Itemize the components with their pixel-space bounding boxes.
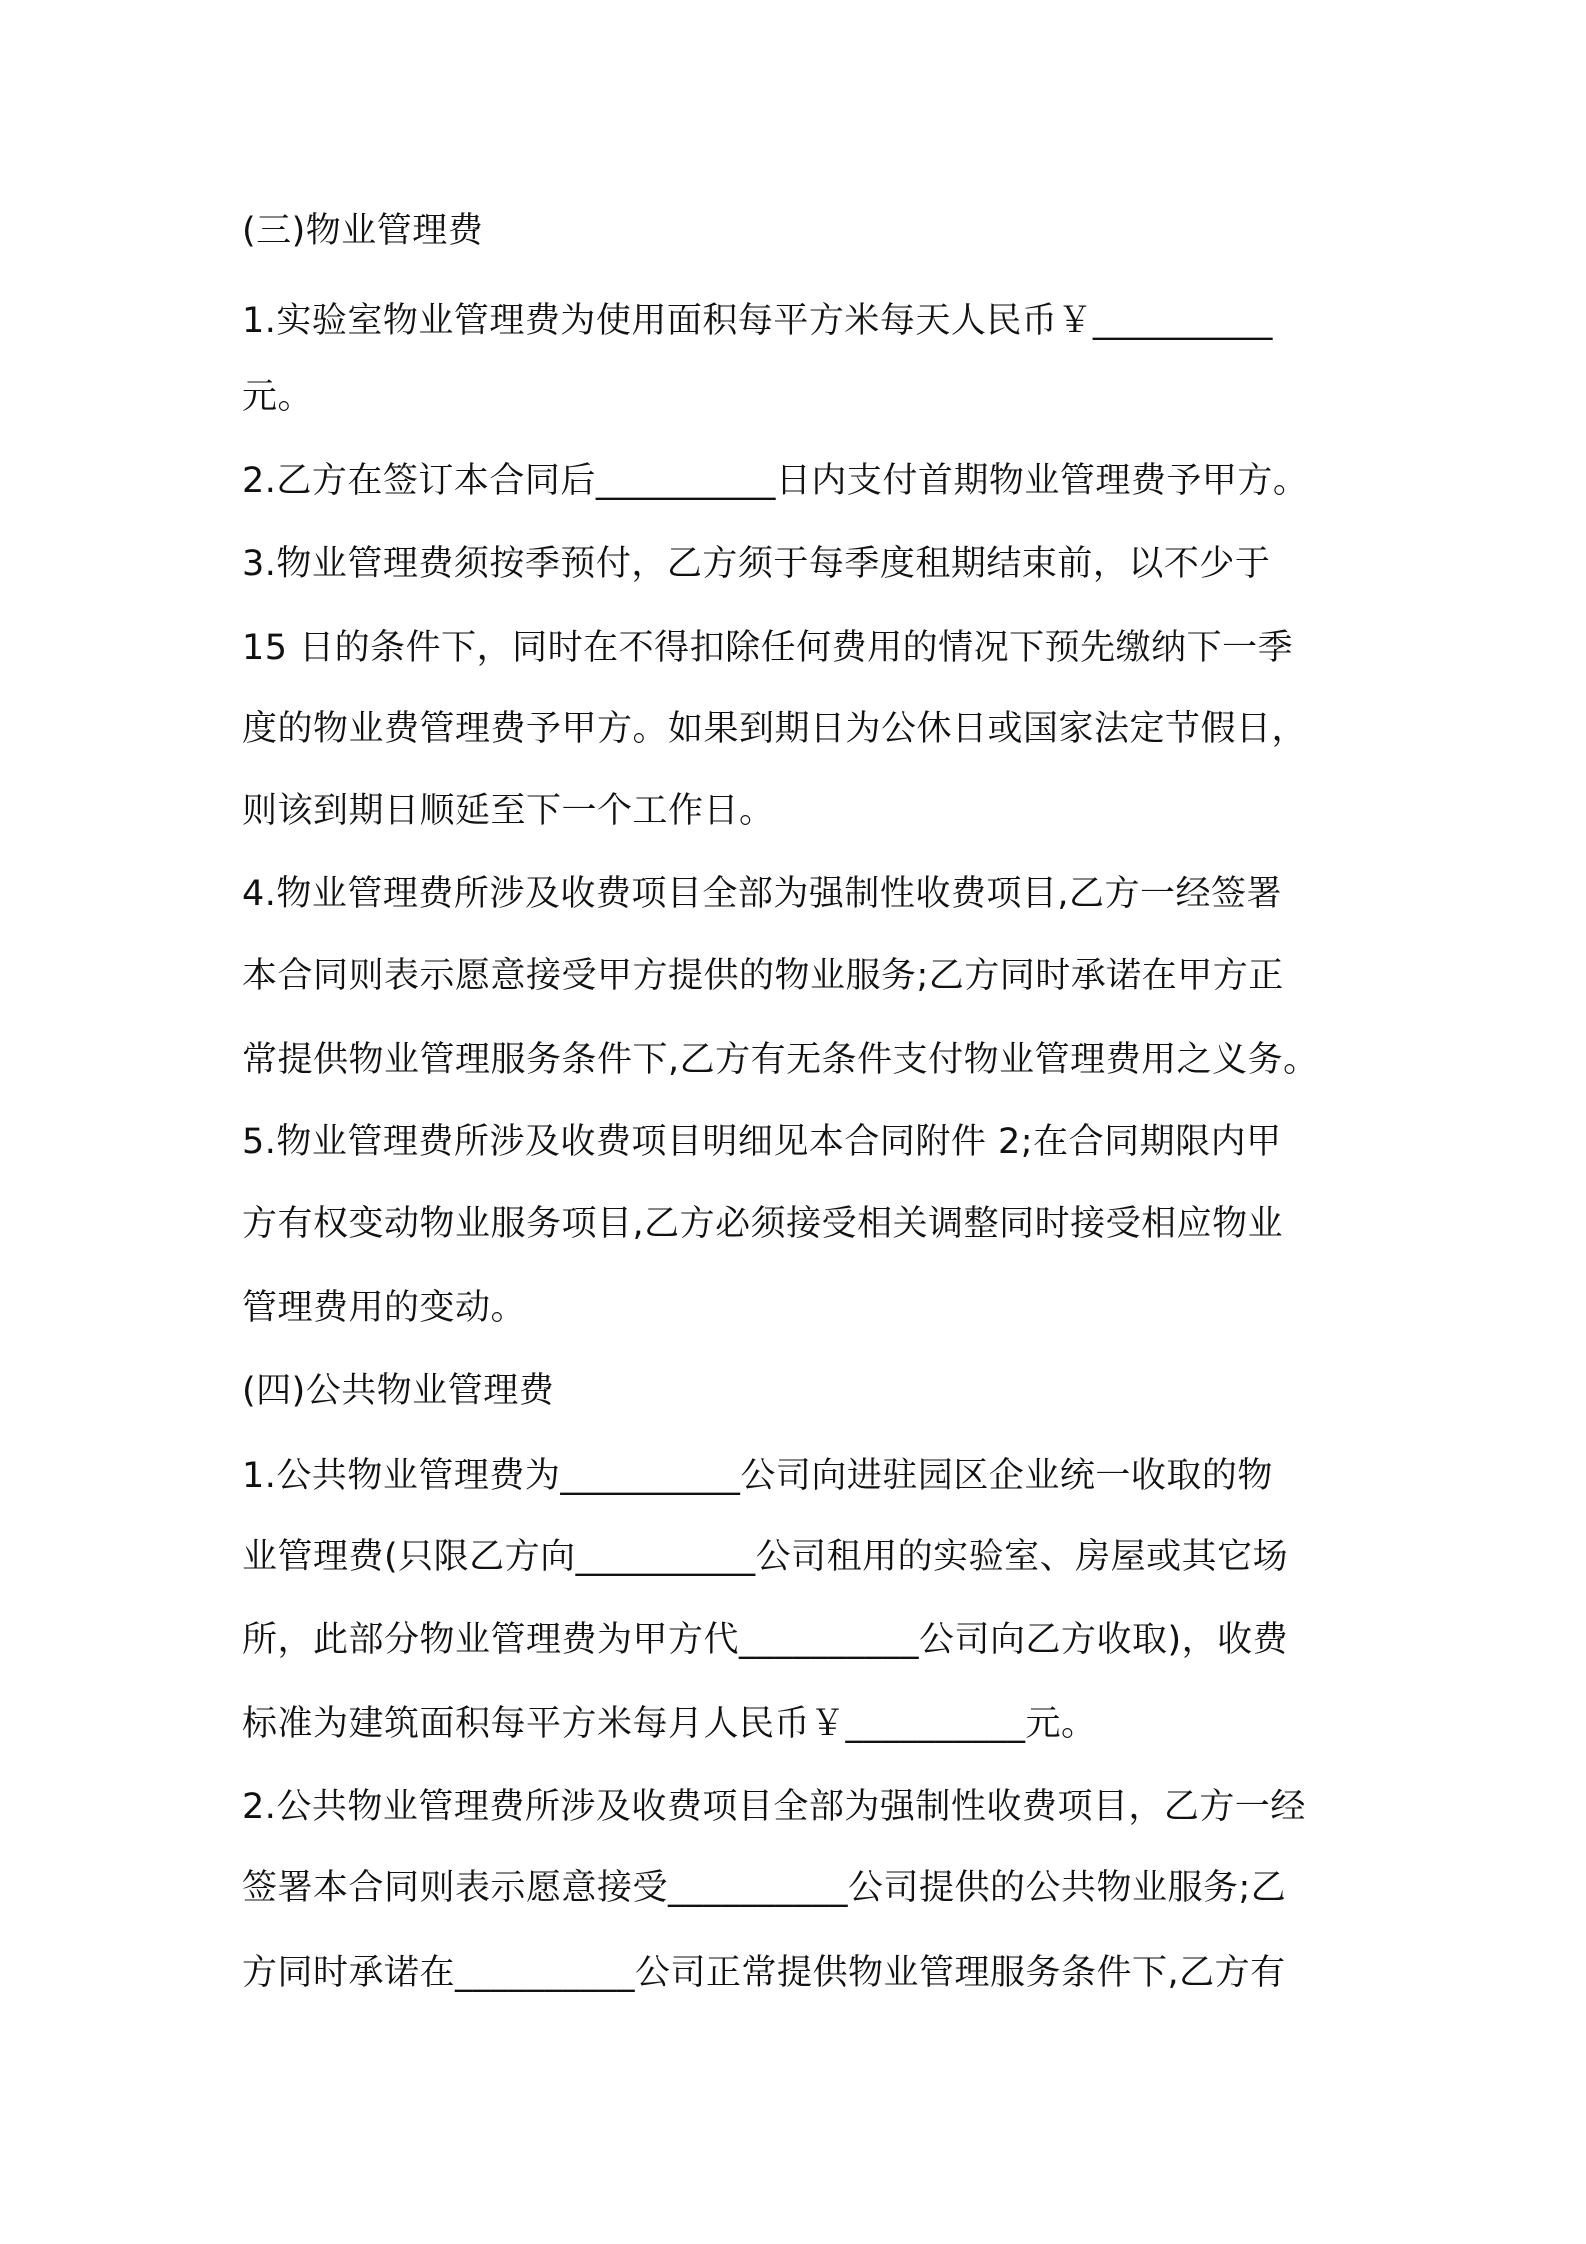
text-line: 元。 bbox=[242, 377, 314, 417]
text-line: 所，此部分物业管理费为甲方代__________公司向乙方收取)，收费 bbox=[242, 1620, 1289, 1660]
text-line: 则该到期日顺延至下一个工作日。 bbox=[242, 791, 775, 831]
text-line: 3.物业管理费须按季预付，乙方须于每季度租期结束前，以不少于 bbox=[242, 544, 1271, 584]
text-line: 5.物业管理费所涉及收费项目明细见本合同附件 2;在合同期限内甲 bbox=[242, 1122, 1282, 1162]
text-line: 常提供物业管理服务条件下,乙方有无条件支付物业管理费用之义务。 bbox=[242, 1040, 1319, 1080]
text-line: 签署本合同则表示愿意接受__________公司提供的公共物业服务;乙 bbox=[242, 1868, 1287, 1908]
text-line: 1.实验室物业管理费为使用面积每平方米每天人民币￥__________ bbox=[242, 301, 1273, 341]
text-line: 4.物业管理费所涉及收费项目全部为强制性收费项目,乙方一经签署 bbox=[242, 874, 1283, 914]
text-line: 标准为建筑面积每平方米每月人民币￥__________元。 bbox=[242, 1704, 1097, 1744]
text-line: 15 日的条件下，同时在不得扣除任何费用的情况下预先缴纳下一季 bbox=[242, 628, 1294, 668]
text-line: 业管理费(只限乙方向__________公司租用的实验室、房屋或其它场 bbox=[242, 1537, 1289, 1577]
text-line: 2.公共物业管理费所涉及收费项目全部为强制性收费项目，乙方一经 bbox=[242, 1787, 1306, 1827]
text-line: 2.乙方在签订本合同后__________日内支付首期物业管理费予甲方。 bbox=[242, 461, 1309, 501]
text-line: 本合同则表示愿意接受甲方提供的物业服务;乙方同时承诺在甲方正 bbox=[242, 956, 1284, 996]
text-line: 度的物业费管理费予甲方。如果到期日为公休日或国家法定节假日， bbox=[242, 709, 1308, 749]
text-line: 1.公共物业管理费为__________公司向进驻园区企业统一收取的物 bbox=[242, 1456, 1273, 1496]
section-heading-property-fee: (三)物业管理费 bbox=[242, 211, 484, 251]
text-line: 方有权变动物业服务项目,乙方必须接受相关调整同时接受相应物业 bbox=[242, 1204, 1284, 1244]
text-line: 管理费用的变动。 bbox=[242, 1288, 527, 1328]
text-line: 方同时承诺在__________公司正常提供物业管理服务条件下,乙方有 bbox=[242, 1953, 1286, 1993]
section-heading-public-property-fee: (四)公共物业管理费 bbox=[242, 1371, 555, 1411]
